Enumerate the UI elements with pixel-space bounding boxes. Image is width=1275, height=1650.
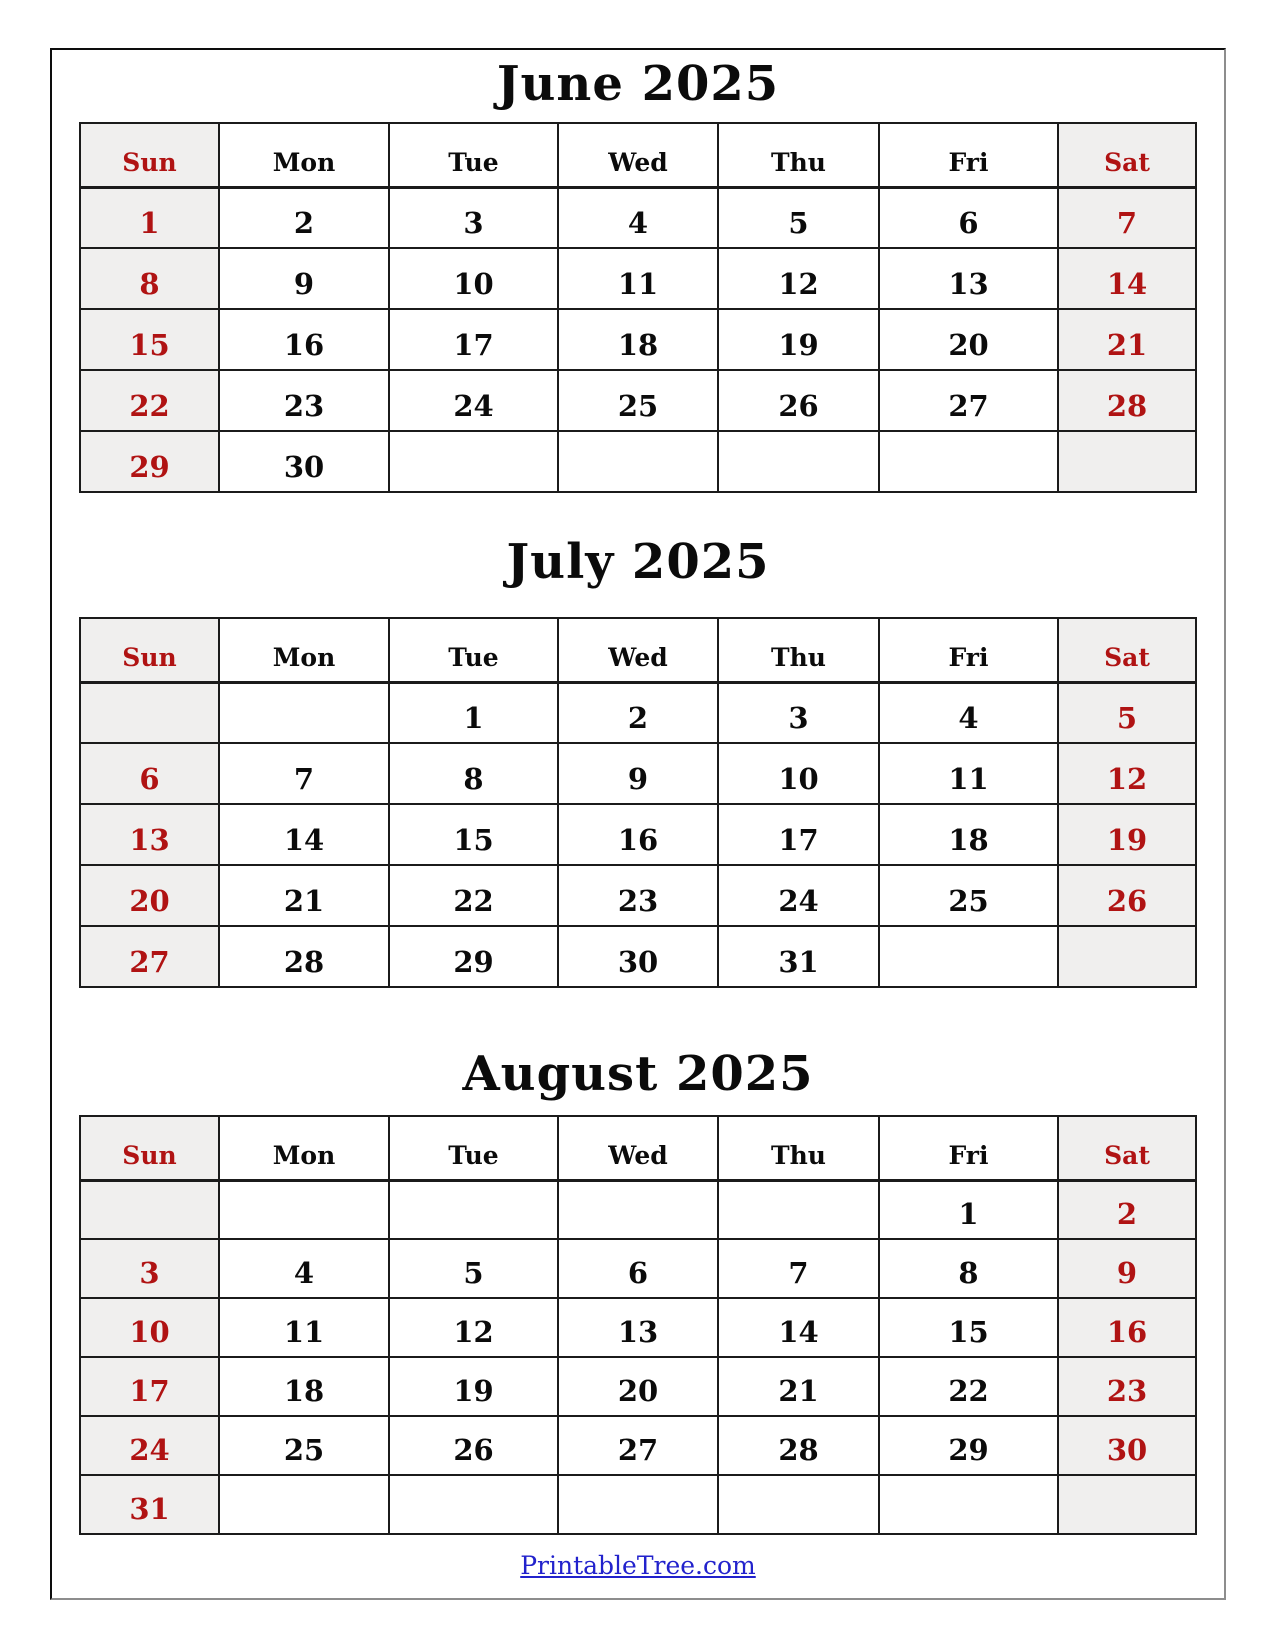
date-cell-7: 7 bbox=[718, 1239, 879, 1298]
date-cell-11: 11 bbox=[879, 743, 1058, 804]
weekday-header-row bbox=[80, 618, 1196, 682]
date-cell-9: 9 bbox=[558, 743, 718, 804]
date-cell-19: 19 bbox=[389, 1357, 558, 1416]
date-cell-25: 25 bbox=[879, 865, 1058, 926]
date-cell-12: 12 bbox=[1058, 743, 1196, 804]
month-title-july: July 2025 bbox=[506, 534, 770, 590]
date-cell-9: 9 bbox=[219, 248, 389, 309]
empty-date-cell bbox=[879, 431, 1058, 492]
date-cell-25: 25 bbox=[219, 1416, 389, 1475]
date-cell-24: 24 bbox=[718, 865, 879, 926]
empty-date-cell bbox=[718, 1180, 879, 1239]
date-cell-9: 9 bbox=[1058, 1239, 1196, 1298]
weekday-header-tue: Tue bbox=[389, 618, 558, 682]
week-row bbox=[80, 370, 1196, 431]
date-cell-22: 22 bbox=[389, 865, 558, 926]
date-cell-7: 7 bbox=[219, 743, 389, 804]
date-cell-17: 17 bbox=[80, 1357, 219, 1416]
weekday-header-wed: Wed bbox=[558, 618, 718, 682]
week-row bbox=[80, 865, 1196, 926]
date-cell-2: 2 bbox=[219, 187, 389, 248]
date-cell-4: 4 bbox=[219, 1239, 389, 1298]
empty-date-cell bbox=[1058, 1475, 1196, 1534]
empty-date-cell bbox=[718, 431, 879, 492]
date-cell-27: 27 bbox=[879, 370, 1058, 431]
weekday-header-sat: Sat bbox=[1058, 123, 1196, 187]
footer bbox=[52, 1551, 1224, 1580]
date-cell-1: 1 bbox=[879, 1180, 1058, 1239]
calendar-table-june bbox=[79, 122, 1197, 493]
empty-date-cell bbox=[389, 431, 558, 492]
date-cell-27: 27 bbox=[558, 1416, 718, 1475]
weekday-header-thu: Thu bbox=[718, 618, 879, 682]
week-row bbox=[80, 1357, 1196, 1416]
week-row bbox=[80, 1416, 1196, 1475]
date-cell-3: 3 bbox=[718, 682, 879, 743]
weekday-header-thu: Thu bbox=[718, 1116, 879, 1180]
week-row bbox=[80, 682, 1196, 743]
date-cell-26: 26 bbox=[1058, 865, 1196, 926]
date-cell-3: 3 bbox=[389, 187, 558, 248]
week-row bbox=[80, 1180, 1196, 1239]
week-row bbox=[80, 1475, 1196, 1534]
date-cell-21: 21 bbox=[718, 1357, 879, 1416]
weekday-header-fri: Fri bbox=[879, 123, 1058, 187]
date-cell-15: 15 bbox=[389, 804, 558, 865]
date-cell-24: 24 bbox=[80, 1416, 219, 1475]
date-cell-6: 6 bbox=[558, 1239, 718, 1298]
week-row bbox=[80, 743, 1196, 804]
date-cell-2: 2 bbox=[1058, 1180, 1196, 1239]
calendar-table-july bbox=[79, 617, 1197, 988]
weekday-header-mon: Mon bbox=[219, 1116, 389, 1180]
date-cell-19: 19 bbox=[718, 309, 879, 370]
empty-date-cell bbox=[558, 431, 718, 492]
date-cell-30: 30 bbox=[219, 431, 389, 492]
empty-date-cell bbox=[879, 926, 1058, 987]
date-cell-14: 14 bbox=[718, 1298, 879, 1357]
date-cell-17: 17 bbox=[389, 309, 558, 370]
date-cell-6: 6 bbox=[80, 743, 219, 804]
date-cell-30: 30 bbox=[558, 926, 718, 987]
weekday-header-sat: Sat bbox=[1058, 618, 1196, 682]
date-cell-23: 23 bbox=[558, 865, 718, 926]
date-cell-29: 29 bbox=[80, 431, 219, 492]
date-cell-6: 6 bbox=[879, 187, 1058, 248]
month-title-august: August 2025 bbox=[462, 1046, 814, 1102]
date-cell-12: 12 bbox=[718, 248, 879, 309]
weekday-header-sun: Sun bbox=[80, 618, 219, 682]
date-cell-28: 28 bbox=[219, 926, 389, 987]
footer-site-link[interactable]: PrintableTree.com bbox=[520, 1551, 756, 1580]
date-cell-22: 22 bbox=[80, 370, 219, 431]
empty-date-cell bbox=[558, 1475, 718, 1534]
date-cell-24: 24 bbox=[389, 370, 558, 431]
date-cell-1: 1 bbox=[80, 187, 219, 248]
date-cell-3: 3 bbox=[80, 1239, 219, 1298]
date-cell-31: 31 bbox=[80, 1475, 219, 1534]
date-cell-14: 14 bbox=[219, 804, 389, 865]
date-cell-11: 11 bbox=[219, 1298, 389, 1357]
weekday-header-mon: Mon bbox=[219, 618, 389, 682]
empty-date-cell bbox=[219, 682, 389, 743]
date-cell-20: 20 bbox=[80, 865, 219, 926]
week-row bbox=[80, 187, 1196, 248]
date-cell-22: 22 bbox=[879, 1357, 1058, 1416]
date-cell-8: 8 bbox=[879, 1239, 1058, 1298]
date-cell-1: 1 bbox=[389, 682, 558, 743]
empty-date-cell bbox=[879, 1475, 1058, 1534]
date-cell-31: 31 bbox=[718, 926, 879, 987]
date-cell-27: 27 bbox=[80, 926, 219, 987]
week-row bbox=[80, 309, 1196, 370]
weekday-header-mon: Mon bbox=[219, 123, 389, 187]
empty-date-cell bbox=[219, 1475, 389, 1534]
weekday-header-fri: Fri bbox=[879, 618, 1058, 682]
weekday-header-tue: Tue bbox=[389, 123, 558, 187]
empty-date-cell bbox=[718, 1475, 879, 1534]
empty-date-cell bbox=[389, 1180, 558, 1239]
month-section-july bbox=[52, 533, 1224, 988]
weekday-header-thu: Thu bbox=[718, 123, 879, 187]
weekday-header-wed: Wed bbox=[558, 1116, 718, 1180]
date-cell-21: 21 bbox=[1058, 309, 1196, 370]
date-cell-2: 2 bbox=[558, 682, 718, 743]
week-row bbox=[80, 1298, 1196, 1357]
date-cell-29: 29 bbox=[879, 1416, 1058, 1475]
date-cell-8: 8 bbox=[80, 248, 219, 309]
date-cell-20: 20 bbox=[558, 1357, 718, 1416]
weekday-header-fri: Fri bbox=[879, 1116, 1058, 1180]
date-cell-11: 11 bbox=[558, 248, 718, 309]
empty-date-cell bbox=[1058, 431, 1196, 492]
empty-date-cell bbox=[389, 1475, 558, 1534]
calendar-table-august bbox=[79, 1115, 1197, 1535]
date-cell-15: 15 bbox=[80, 309, 219, 370]
month-section-august bbox=[52, 1045, 1224, 1535]
empty-date-cell bbox=[558, 1180, 718, 1239]
date-cell-18: 18 bbox=[558, 309, 718, 370]
date-cell-23: 23 bbox=[219, 370, 389, 431]
weekday-header-sun: Sun bbox=[80, 1116, 219, 1180]
date-cell-4: 4 bbox=[879, 682, 1058, 743]
date-cell-13: 13 bbox=[558, 1298, 718, 1357]
date-cell-5: 5 bbox=[1058, 682, 1196, 743]
date-cell-16: 16 bbox=[219, 309, 389, 370]
date-cell-13: 13 bbox=[80, 804, 219, 865]
month-section-june bbox=[52, 55, 1224, 493]
date-cell-10: 10 bbox=[718, 743, 879, 804]
date-cell-13: 13 bbox=[879, 248, 1058, 309]
empty-date-cell bbox=[1058, 926, 1196, 987]
week-row bbox=[80, 804, 1196, 865]
weekday-header-sun: Sun bbox=[80, 123, 219, 187]
date-cell-18: 18 bbox=[879, 804, 1058, 865]
date-cell-4: 4 bbox=[558, 187, 718, 248]
date-cell-17: 17 bbox=[718, 804, 879, 865]
week-row bbox=[80, 431, 1196, 492]
weekday-header-wed: Wed bbox=[558, 123, 718, 187]
date-cell-19: 19 bbox=[1058, 804, 1196, 865]
date-cell-26: 26 bbox=[718, 370, 879, 431]
date-cell-21: 21 bbox=[219, 865, 389, 926]
date-cell-16: 16 bbox=[558, 804, 718, 865]
weekday-header-tue: Tue bbox=[389, 1116, 558, 1180]
weekday-header-row bbox=[80, 1116, 1196, 1180]
date-cell-18: 18 bbox=[219, 1357, 389, 1416]
date-cell-14: 14 bbox=[1058, 248, 1196, 309]
date-cell-8: 8 bbox=[389, 743, 558, 804]
date-cell-23: 23 bbox=[1058, 1357, 1196, 1416]
date-cell-7: 7 bbox=[1058, 187, 1196, 248]
date-cell-26: 26 bbox=[389, 1416, 558, 1475]
calendar-frame bbox=[50, 48, 1226, 1600]
week-row bbox=[80, 926, 1196, 987]
date-cell-16: 16 bbox=[1058, 1298, 1196, 1357]
date-cell-20: 20 bbox=[879, 309, 1058, 370]
weekday-header-sat: Sat bbox=[1058, 1116, 1196, 1180]
date-cell-30: 30 bbox=[1058, 1416, 1196, 1475]
date-cell-5: 5 bbox=[718, 187, 879, 248]
weekday-header-row bbox=[80, 123, 1196, 187]
date-cell-28: 28 bbox=[1058, 370, 1196, 431]
date-cell-10: 10 bbox=[80, 1298, 219, 1357]
empty-date-cell bbox=[80, 1180, 219, 1239]
date-cell-5: 5 bbox=[389, 1239, 558, 1298]
week-row bbox=[80, 248, 1196, 309]
date-cell-10: 10 bbox=[389, 248, 558, 309]
date-cell-12: 12 bbox=[389, 1298, 558, 1357]
date-cell-25: 25 bbox=[558, 370, 718, 431]
month-title-june: June 2025 bbox=[496, 56, 780, 112]
date-cell-28: 28 bbox=[718, 1416, 879, 1475]
empty-date-cell bbox=[80, 682, 219, 743]
week-row bbox=[80, 1239, 1196, 1298]
date-cell-29: 29 bbox=[389, 926, 558, 987]
date-cell-15: 15 bbox=[879, 1298, 1058, 1357]
empty-date-cell bbox=[219, 1180, 389, 1239]
